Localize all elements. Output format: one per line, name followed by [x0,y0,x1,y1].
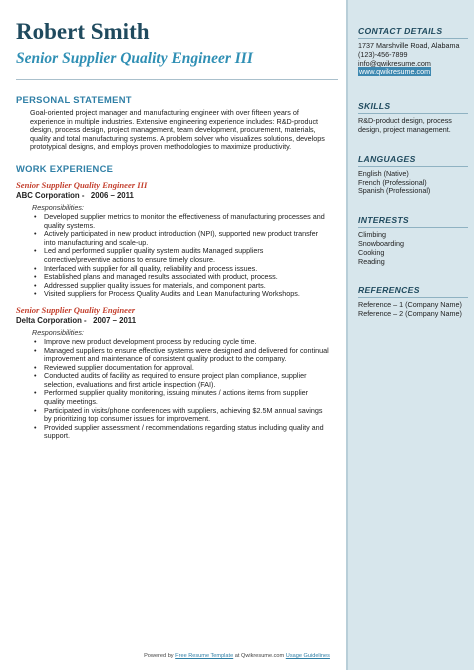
reference-item: Reference – 1 (Company Name) [358,300,462,310]
references-section [358,285,468,319]
interest-item: Cooking [358,247,385,257]
languages-heading: LANGUAGES [358,153,416,164]
interest-item: Climbing [358,230,386,240]
list-item: • Improve new product development process by reducing cycle time. [34,338,330,347]
language-item: Spanish (Professional) [358,186,431,196]
list-item: • Conducted audits of facility as required to ensure project plan compliance, supplier selection, evaluations and first article inspection (FAI). [34,372,330,389]
candidate-title: Senior Supplier Quality Engineer III [16,50,253,67]
interests-heading: INTERESTS [358,215,409,226]
contact-heading: CONTACT DETAILS [358,26,443,36]
responsibility-list [34,213,330,299]
languages-section [358,154,468,196]
section-rule [358,166,468,167]
job-title: Senior Supplier Quality Engineer [16,304,136,315]
list-item: • Actively participated in new product introduction (NPI), supported new product transfer into manufacturing and scale-up. [34,230,330,247]
list-item: • Participated in visits/phone conferences with suppliers, achieving $2.5M annual savings by prioritizing top consumer issues for improvement. [34,407,330,424]
header-divider [16,79,338,80]
responsibility-list [34,338,330,441]
list-item: • Visited suppliers for Process Quality Audits and Lean Manufacturing Workshops. [34,290,330,299]
contact-phone: (123)-456-7899 [358,49,408,59]
section-rule [358,227,468,228]
job-entry [16,180,338,299]
language-item: French (Professional) [358,177,427,187]
list-item: • Provided supplier assessment / recommendations regarding status including quality and support. [34,424,330,441]
free-resume-template-link[interactable]: Free Resume Template [175,653,234,659]
reference-item: Reference – 2 (Company Name) [358,309,462,319]
skills-section [358,101,468,135]
list-item: • Performed supplier quality monitoring, issuing minutes / actions items from supplier quality meetings. [34,389,330,406]
job-entry [16,305,338,441]
candidate-name: Robert Smith [16,19,150,44]
job-company: ABC Corporation - 2006 – 2011 [16,190,134,200]
skills-text: R&D-product design, process design, project management. [358,116,452,134]
job-title: Senior Supplier Quality Engineer III [16,179,148,190]
contact-website-link[interactable]: www.qwikresume.com [359,67,431,77]
job-company: Delta Corporation - 2007 – 2011 [16,315,137,325]
interests-section [358,215,468,266]
section-rule [358,297,468,298]
work-experience-heading: WORK EXPERIENCE [16,162,114,174]
footer-prefix: Powered by [144,653,174,659]
contact-email[interactable]: info@qwikresume.com [358,58,431,68]
references-heading: REFERENCES [358,285,420,296]
list-item: • Reviewed supplier documentation for approval. [34,364,330,373]
footer-middle: at Qwikresume.com [234,653,285,659]
footer [0,653,474,659]
contact-address: 1737 Marshville Road, Alabama [358,41,460,50]
usage-guidelines-link[interactable]: Usage Guidelines [285,653,330,659]
interest-item: Snowboarding [358,238,404,248]
personal-statement-heading: PERSONAL STATEMENT [16,94,132,105]
sidebar [346,0,474,670]
list-item: • Interfaced with supplier for all quality, reliability and process issues. [34,265,330,274]
list-item: • Established plans and managed results associated with product, process. [34,273,330,282]
skills-heading: SKILLS [358,101,391,112]
responsibilities-label: Responsibilities: [32,327,84,337]
contact-section [358,26,468,77]
language-item: English (Native) [358,168,409,178]
list-item: • Developed supplier metrics to monitor the effectiveness of manufacturing processes and quality systems. [34,213,330,230]
personal-statement-text: Goal-oriented project manager and manufacturing engineer with over fifteen years of experience in multiple industries. Extensive engineering experience includes: R&D-product design, process design, project management, team development, procurement, materials, quality and total manufacturing systems. A problem solver who visualizes solutions, develops prototypical designs, and employs proven methodologies to maximize productivity. [30,108,325,152]
section-rule [358,38,468,39]
list-item: • Managed suppliers to ensure effective systems were designed and delivered for continual improvement and maintenance of consistent quality product to the company. [34,347,330,364]
section-rule [358,113,468,114]
list-item: • Led and performed supplier quality system audits Managed suppliers corrective/preventive actions to ensure timely closure. [34,247,330,264]
list-item: • Addressed supplier quality issues for materials, and component parts. [34,282,330,291]
interest-item: Reading [358,256,385,266]
responsibilities-label: Responsibilities: [32,202,84,212]
